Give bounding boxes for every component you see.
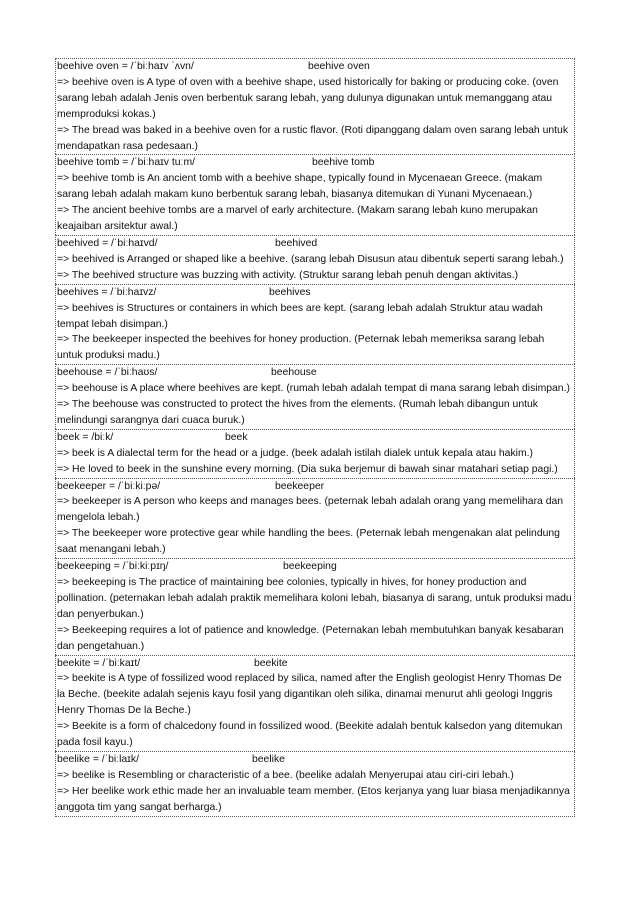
headword-pronunciation: beehouse = /ˈbiːhaʊs/ xyxy=(57,367,158,379)
headword-label: beekeeping xyxy=(283,561,337,573)
entry-header xyxy=(57,752,572,768)
headword-label: beehouse xyxy=(271,367,317,379)
dictionary-entry xyxy=(55,58,575,154)
headword-label: beehives xyxy=(269,286,311,298)
dictionary-document xyxy=(55,58,575,817)
entry-example: => The beekeeper wore protective gear while handling the bees. (Peternak lebah mengenakan alat pelindung saat menangani lebah.) xyxy=(57,528,560,556)
dictionary-entry xyxy=(55,558,575,654)
entry-example: => Beekeeping requires a lot of patience and knowledge. (Peternakan lebah membutuhkan banyak kesabaran dan pengetahuan.) xyxy=(57,624,564,652)
entry-header xyxy=(57,59,572,75)
entry-header xyxy=(57,365,572,381)
entry-example: => The ancient beehive tombs are a marvel of early architecture. (Makam sarang lebah kuno merupakan keajaiban arsitektur awal.) xyxy=(57,205,538,233)
headword-label: beekite xyxy=(254,657,288,669)
entry-definition: => beehive oven is A type of oven with a beehive shape, used historically for baking or producing coke. (oven sarang lebah adalah Jenis oven berbentuk sarang lebah, yang dulunya digunakan untuk memanggang atau memproduksi kokas.) xyxy=(57,76,559,120)
entry-example: => Beekite is a form of chalcedony found in fossilized wood. (Beekite adalah bentuk kalsedon yang ditemukan pada fosil kayu.) xyxy=(57,721,563,749)
headword-pronunciation: beelike = /ˈbiːlaɪk/ xyxy=(57,753,139,765)
entry-example: => The beehouse was constructed to protect the hives from the elements. (Rumah lebah dibangun untuk melindungi sarangnya dari cuaca buruk.) xyxy=(57,399,538,426)
headword-label: beekeeper xyxy=(275,480,325,492)
headword-label: beehive oven xyxy=(308,61,370,72)
entry-example: => The bread was baked in a beehive oven for a rustic flavor. (Roti dipanggang dalam oven sarang lebah untuk mendapatkan rasa pedesaan.) xyxy=(57,124,569,152)
headword-pronunciation: beekeeping = /ˈbiːkiːpɪŋ/ xyxy=(57,561,169,573)
entry-header xyxy=(57,559,572,575)
dictionary-entry xyxy=(55,284,575,365)
headword-pronunciation: beekite = /ˈbiːkaɪt/ xyxy=(57,657,141,669)
entry-header xyxy=(57,155,572,171)
entry-example: => Her beelike work ethic made her an invaluable team member. (Etos kerjanya yang luar biasa menjadikannya anggota tim yang sangat berharga.) xyxy=(57,785,570,813)
headword-pronunciation: beehive tomb = /ˈbiːhaɪv tuːm/ xyxy=(57,157,195,169)
dictionary-entry xyxy=(55,655,575,751)
entry-definition: => beek is A dialectal term for the head or a judge. (beek adalah istilah dialek untuk kepala atau hakim.) xyxy=(57,447,533,459)
headword-pronunciation: beehive oven = /ˈbiːhaɪv ˈʌvn/ xyxy=(57,61,194,72)
entry-header xyxy=(57,430,572,446)
entry-definition: => beelike is Resembling or characteristic of a bee. (beelike adalah Menyerupai atau ciri-ciri lebah.) xyxy=(57,769,514,781)
entry-example: => The beekeeper inspected the beehives for honey production. (Peternak lebah memeriksa sarang lebah untuk produksi madu.) xyxy=(57,334,545,362)
headword-label: beelike xyxy=(252,753,285,765)
dictionary-entry xyxy=(55,751,575,817)
entry-header xyxy=(57,479,572,495)
entry-definition: => beehive tomb is An ancient tomb with a beehive shape, typically found in Mycenaean Greece. (makam sarang lebah adalah makam kuno berbentuk sarang lebah, biasanya ditemukan di Yunani Mycenaean.) xyxy=(57,173,543,201)
entry-example: => The beehived structure was buzzing with activity. (Struktur sarang lebah penuh dengan aktivitas.) xyxy=(57,269,519,281)
headword-label: beehive tomb xyxy=(312,157,375,169)
headword-pronunciation: beehives = /ˈbiːhaɪvz/ xyxy=(57,286,157,298)
dictionary-entry xyxy=(55,429,575,478)
dictionary-entry xyxy=(55,235,575,284)
entry-definition: => beehouse is A place where beehives are kept. (rumah lebah adalah tempat di mana sarang lebah disimpan.) xyxy=(57,383,570,395)
headword-label: beek xyxy=(225,431,248,443)
entry-definition: => beekeeping is The practice of maintaining bee colonies, typically in hives, for honey production and pollination. (peternakan lebah adalah praktik memelihara koloni lebah, biasanya di sarang, untuk produksi madu dan penyerbukan.) xyxy=(57,577,572,620)
entry-definition: => beehives is Structures or containers in which bees are kept. (sarang lebah adalah Struktur atau wadah tempat lebah disimpan.) xyxy=(57,302,543,330)
dictionary-entry xyxy=(55,154,575,235)
entry-definition: => beekite is A type of fossilized wood replaced by silica, named after the English geologist Henry Thomas De la Beche. (beekite adalah sejenis kayu fosil yang digantikan oleh silika, dinamai menurut ahli geologi Inggris Henry Thomas De la Beche.) xyxy=(57,673,562,717)
headword-label: beehived xyxy=(275,237,318,249)
entry-header xyxy=(57,656,572,672)
entry-header xyxy=(57,285,572,301)
entry-header xyxy=(57,236,572,252)
headword-pronunciation: beehived = /ˈbiːhaɪvd/ xyxy=(57,237,158,249)
entry-example: => He loved to beek in the sunshine every morning. (Dia suka berjemur di bawah sinar matahari setiap pagi.) xyxy=(57,463,558,475)
entry-definition: => beekeeper is A person who keeps and manages bees. (peternak lebah adalah orang yang memelihara dan mengelola lebah.) xyxy=(57,496,564,524)
headword-pronunciation: beek = /biːk/ xyxy=(57,431,114,443)
dictionary-entry xyxy=(55,478,575,559)
dictionary-entry xyxy=(55,364,575,429)
headword-pronunciation: beekeeper = /ˈbiːkiːpə/ xyxy=(57,480,161,492)
entry-definition: => beehived is Arranged or shaped like a beehive. (sarang lebah Disusun atau dibentuk seperti sarang lebah.) xyxy=(57,253,564,265)
